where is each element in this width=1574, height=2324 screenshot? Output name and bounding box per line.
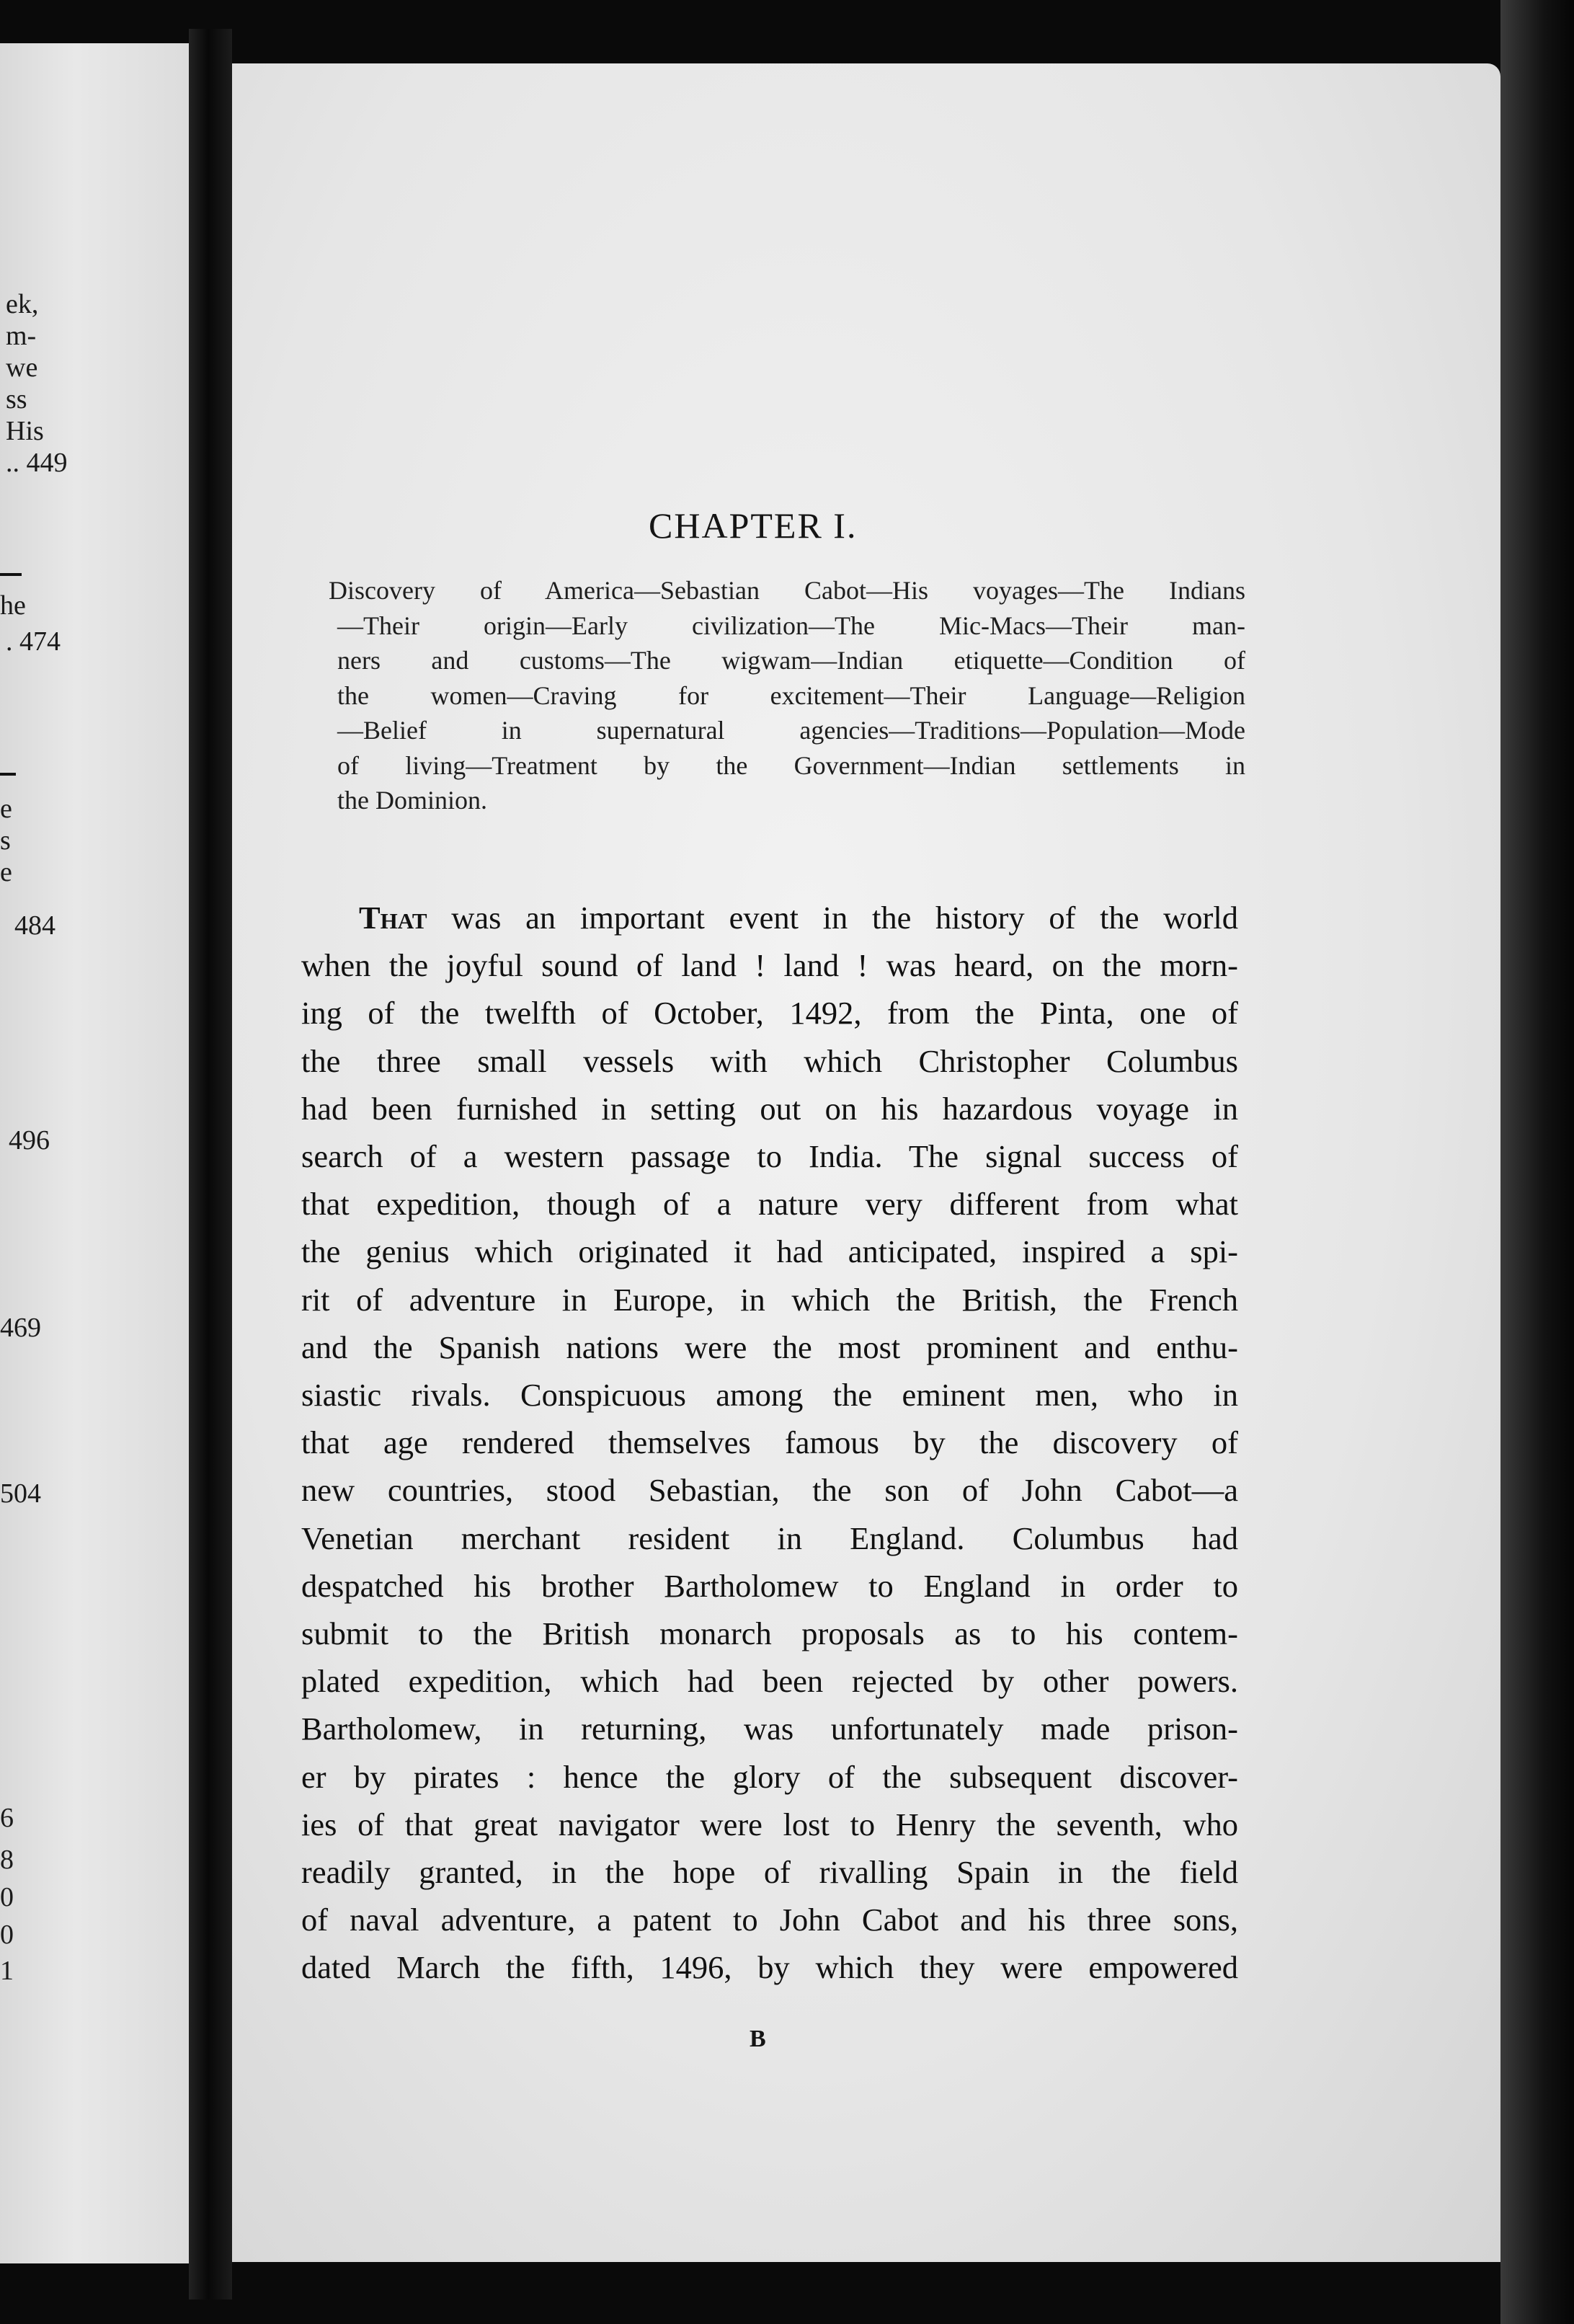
body-line: had been furnished in setting out on his hazardous voyage in — [301, 1090, 1238, 1127]
chapter-body — [301, 894, 1238, 1992]
summary-line: ners and customs—The wigwam—Indian etiquette—Condition of — [337, 646, 1245, 675]
toc-page-number: 6 — [0, 1803, 14, 1833]
toc-fragment: His — [6, 416, 44, 446]
body-line: ing of the twelfth of October, 1492, from the Pinta, one of — [301, 995, 1238, 1032]
opening-word: That — [359, 900, 427, 936]
book-spine-gutter — [189, 29, 232, 2299]
body-line: of naval adventure, a patent to John Cabot and his three sons, — [301, 1902, 1238, 1938]
body-line: the genius which originated it had anticipated, inspired a spi- — [301, 1233, 1238, 1270]
body-line: despatched his brother Bartholomew to England in order to — [301, 1567, 1238, 1604]
body-line: er by pirates : hence the glory of the subsequent discover- — [301, 1758, 1238, 1795]
body-line: new countries, stood Sebastian, the son of John Cabot—a — [301, 1472, 1238, 1509]
body-line: that expedition, though of a nature very different from what — [301, 1186, 1238, 1223]
summary-line: the women—Craving for excitement—Their Language—Religion — [337, 680, 1245, 710]
body-line: rit of adventure in Europe, in which the British, the French — [301, 1281, 1238, 1318]
body-line: and the Spanish nations were the most prominent and enthu- — [301, 1329, 1238, 1365]
body-line: dated March the fifth, 1496, by which they were empowered — [301, 1949, 1238, 1986]
body-line: readily granted, in the hope of rivalling Spain in the field — [301, 1854, 1238, 1891]
body-line: Bartholomew, in returning, was unfortunately made prison- — [301, 1711, 1238, 1747]
body-line — [359, 894, 1238, 941]
body-line: ies of that great navigator were lost to Henry the seventh, who — [301, 1806, 1238, 1842]
toc-page-number: 8 — [0, 1845, 14, 1875]
body-line: siastic rivals. Conspicuous among the eminent men, who in — [301, 1377, 1238, 1414]
summary-line: —Their origin—Early civilization—The Mic-Macs—Their man- — [337, 611, 1245, 640]
body-line: that age rendered themselves famous by the discovery of — [301, 1424, 1238, 1461]
toc-page-number: 496 — [9, 1125, 50, 1156]
toc-fragment: we — [6, 352, 38, 383]
body-line: search of a western passage to India. The signal success of — [301, 1138, 1238, 1175]
toc-page-number: 0 — [0, 1882, 14, 1912]
toc-fragment: m- — [6, 321, 37, 351]
body-line: the three small vessels with which Christopher Columbus — [301, 1042, 1238, 1079]
toc-rule — [0, 773, 16, 776]
toc-page-number: . 474 — [6, 626, 61, 657]
toc-page-number: 504 — [0, 1478, 41, 1509]
summary-line: of living—Treatment by the Government—Indian settlements in — [337, 750, 1245, 780]
body-line: Venetian merchant resident in England. Columbus had — [301, 1520, 1238, 1556]
toc-fragment: ss — [6, 384, 27, 414]
previous-page-edge — [0, 43, 189, 2263]
toc-fragment: s — [0, 825, 11, 856]
toc-page-number: 0 — [0, 1920, 14, 1950]
toc-fragment: e — [0, 794, 12, 824]
body-line: submit to the British monarch proposals as to his contem- — [301, 1615, 1238, 1652]
toc-page-number: 484 — [14, 910, 55, 941]
toc-page-number: .. 449 — [6, 448, 68, 478]
summary-line: —Belief in supernatural agencies—Traditions—Population—Mode — [337, 716, 1245, 745]
right-edge-shadow — [1500, 0, 1574, 2324]
signature-mark: B — [750, 2026, 766, 2052]
chapter-heading: CHAPTER I. — [649, 505, 858, 546]
toc-fragment: e — [0, 857, 12, 887]
toc-page-number: 469 — [0, 1313, 41, 1343]
summary-line: Discovery of America—Sebastian Cabot—His voyages—The Indians — [329, 576, 1245, 605]
opening-line-text: was an important event in the history of the world — [451, 900, 1238, 936]
body-line: when the joyful sound of land ! land ! was heard, on the morn- — [301, 947, 1238, 984]
body-line: plated expedition, which had been rejected by other powers. — [301, 1663, 1238, 1700]
chapter-summary — [329, 573, 1245, 818]
toc-fragment: he — [0, 590, 26, 621]
summary-line: the Dominion. — [337, 786, 487, 815]
toc-page-number: 1 — [0, 1956, 14, 1986]
toc-fragment: ek, — [6, 289, 39, 319]
toc-rule — [0, 573, 22, 576]
